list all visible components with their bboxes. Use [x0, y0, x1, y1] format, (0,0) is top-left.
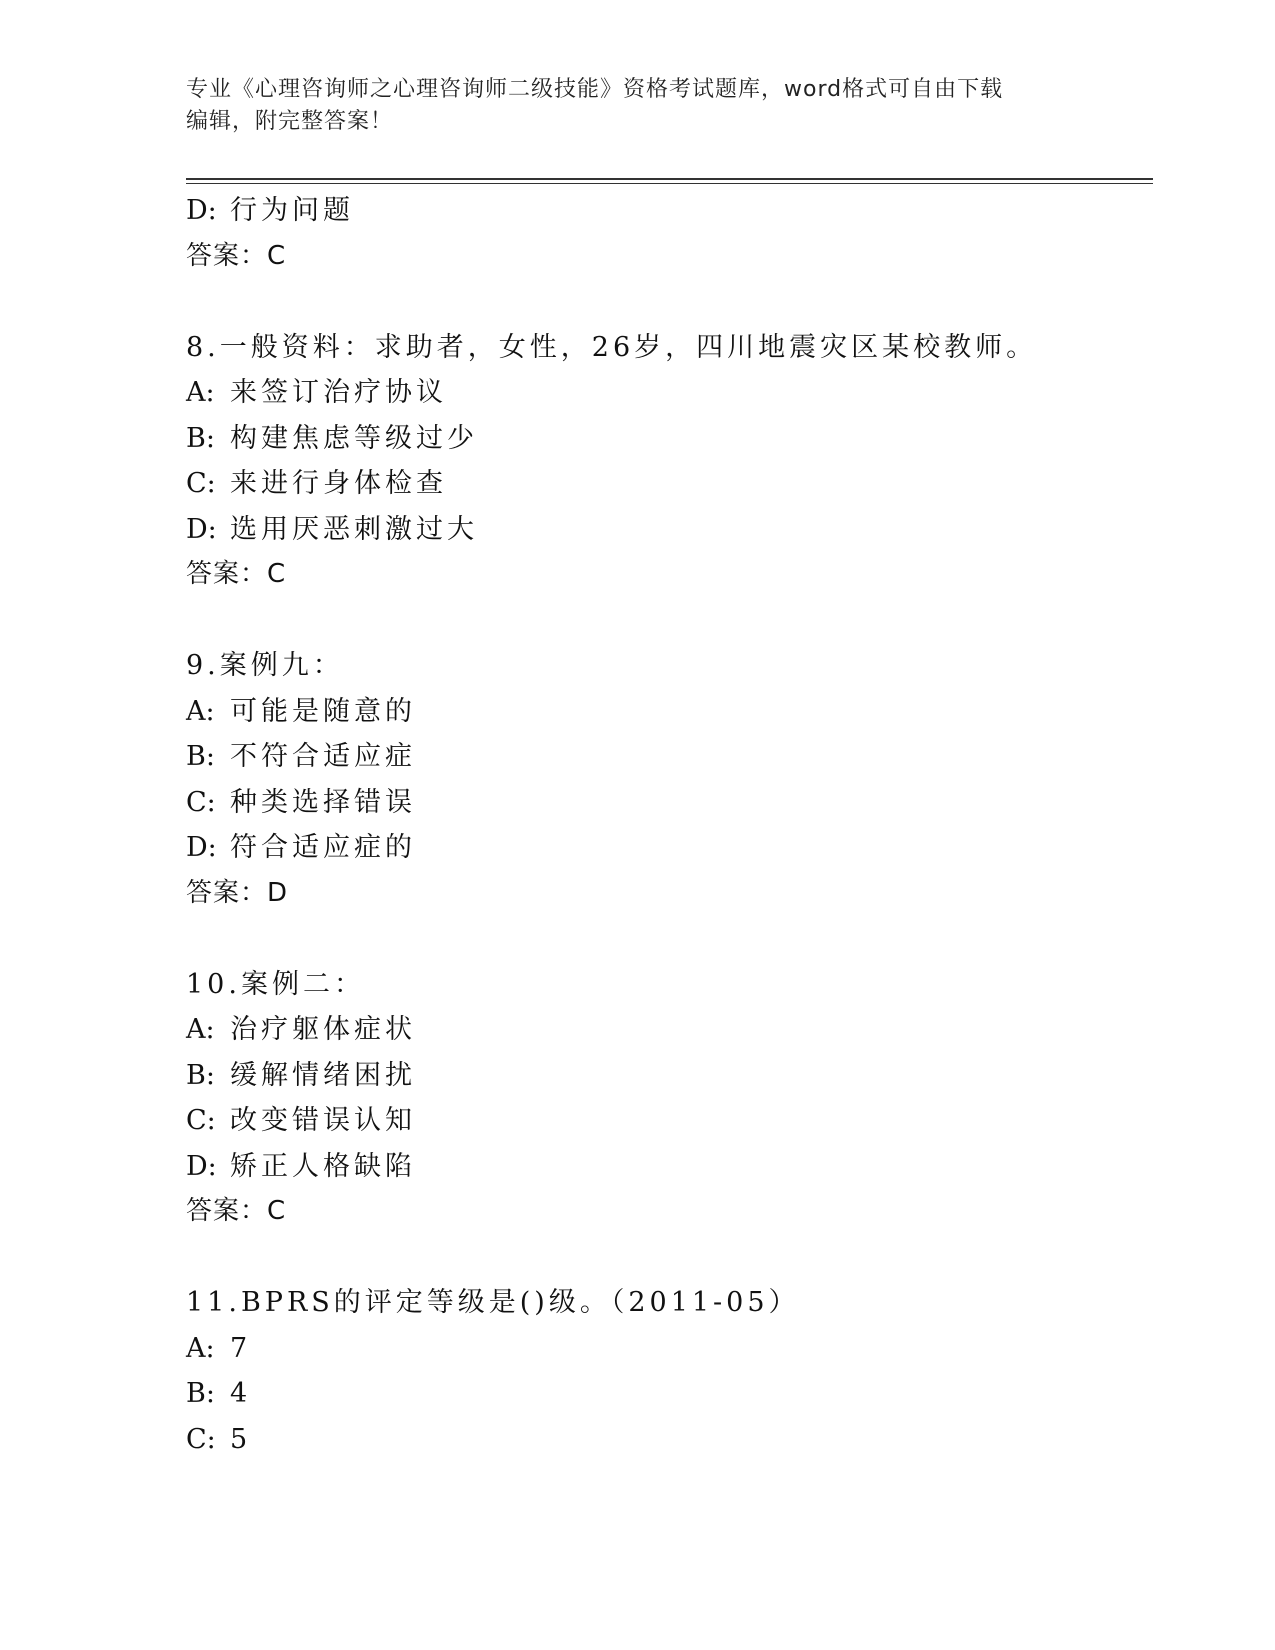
spacer [186, 279, 1136, 325]
option-prefix: A: [186, 377, 215, 408]
option-line [186, 1417, 1136, 1463]
question-stem: 10.案例二： [186, 968, 365, 1000]
option-text: 治疗躯体症状 [230, 1014, 416, 1045]
document-header [186, 74, 1066, 138]
option-line [186, 1371, 1136, 1417]
option-line [186, 188, 1136, 234]
option-prefix: D: [186, 195, 217, 226]
option-prefix: C: [186, 1105, 216, 1136]
option-text: 4 [230, 1378, 252, 1409]
question-list [186, 188, 1136, 1462]
option-line [186, 416, 1136, 462]
option-prefix: A: [186, 695, 215, 727]
answer-line: 答案：C [186, 240, 287, 271]
answer-line: 答案：D [186, 877, 289, 908]
header-line-1: 专业《心理咨询师之心理咨询师二级技能》资格考试题库，word格式可自由下载 [186, 77, 1004, 102]
option-text: 种类选择错误 [230, 786, 416, 818]
option-prefix: D: [186, 832, 217, 863]
header-line-2: 编辑，附完整答案！ [186, 109, 394, 134]
option-text: 来签订治疗协议 [230, 377, 447, 408]
option-prefix: C: [186, 468, 216, 499]
option-text: 7 [230, 1332, 252, 1364]
option-prefix: B: [186, 1378, 215, 1409]
option-prefix: B: [186, 741, 215, 772]
option-line [186, 370, 1136, 416]
question-stem: 9.案例九： [186, 650, 344, 681]
option-text: 符合适应症的 [230, 832, 416, 863]
option-line [186, 1053, 1136, 1099]
spacer [186, 598, 1136, 644]
question-stem: 8.一般资料：求助者，女性，26岁，四川地震灾区某校教师。 [186, 331, 1038, 363]
spacer [186, 916, 1136, 962]
option-text: 构建焦虑等级过少 [230, 422, 478, 454]
option-prefix: A: [186, 1014, 215, 1045]
spacer [186, 1235, 1136, 1281]
option-text: 缓解情绪困扰 [230, 1059, 416, 1091]
header-rule-thin [186, 183, 1153, 184]
option-line [186, 1098, 1136, 1144]
option-prefix: B: [186, 422, 215, 454]
option-text: 不符合适应症 [230, 741, 416, 772]
option-text: 改变错误认知 [230, 1105, 416, 1136]
option-line [186, 734, 1136, 780]
option-line [186, 507, 1136, 553]
answer-line: 答案：C [186, 559, 287, 589]
option-line [186, 461, 1136, 507]
question-stem: 11.BPRS的评定等级是()级。（2011-05） [186, 1287, 800, 1318]
option-text: 5 [230, 1423, 252, 1455]
option-prefix: D: [186, 513, 217, 545]
option-prefix: B: [186, 1059, 215, 1091]
option-text: 矫正人格缺陷 [230, 1150, 416, 1182]
option-line [186, 1007, 1136, 1053]
option-prefix: A: [186, 1332, 215, 1364]
answer-line: 答案：C [186, 1196, 287, 1226]
option-text: 可能是随意的 [230, 695, 416, 727]
option-line [186, 780, 1136, 826]
option-text: 选用厌恶刺激过大 [230, 513, 478, 545]
option-prefix: D: [186, 1150, 217, 1182]
option-line [186, 825, 1136, 871]
option-text: 来进行身体检查 [230, 468, 447, 499]
option-prefix: C: [186, 1423, 216, 1455]
header-rule-thick [186, 178, 1153, 180]
option-line [186, 689, 1136, 735]
option-line [186, 1326, 1136, 1372]
option-prefix: C: [186, 786, 216, 818]
option-line [186, 1144, 1136, 1190]
option-text: 行为问题 [230, 195, 354, 226]
